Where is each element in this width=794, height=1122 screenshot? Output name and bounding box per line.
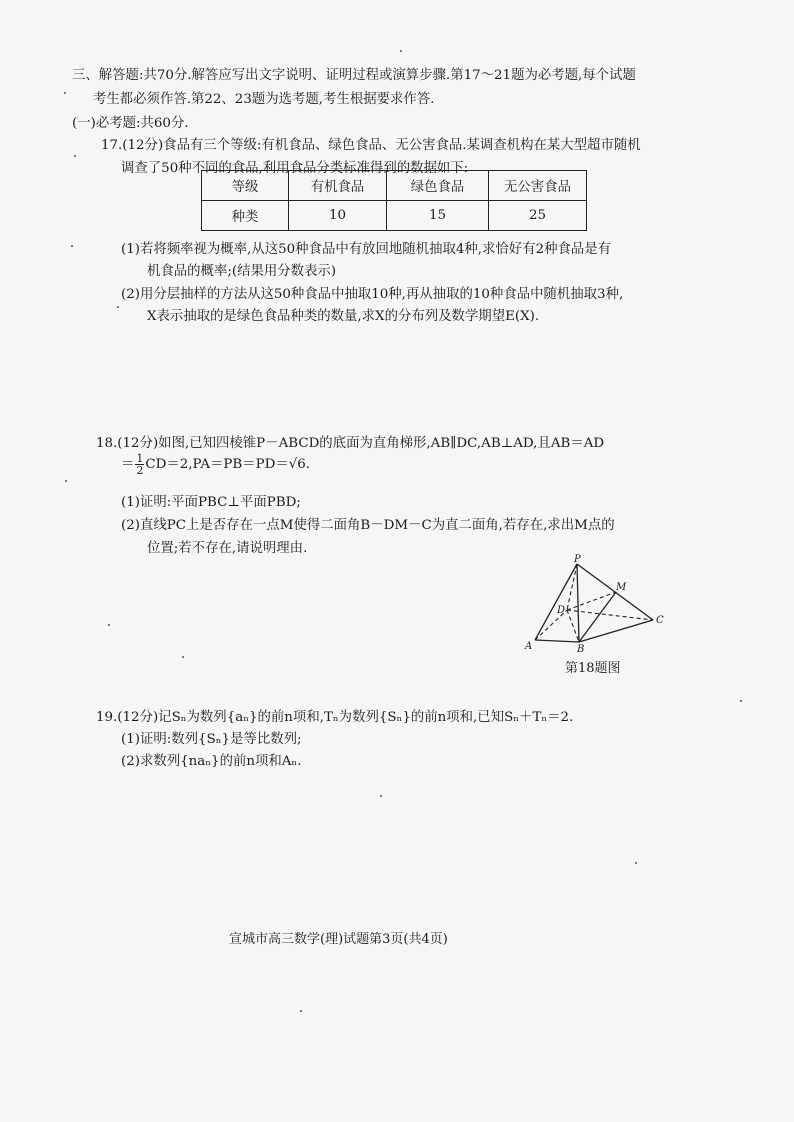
hidden-edge-DB — [567, 610, 579, 642]
scan-speck — [117, 306, 119, 308]
label-P: P — [574, 554, 581, 565]
scan-speck — [74, 155, 76, 157]
edge-PB — [577, 564, 579, 642]
label-A: A — [525, 641, 533, 652]
q19-stem: 19.(12分)记Sₙ为数列{aₙ}的前n项和,Tₙ为数列{Sₙ}的前n项和,已知Sₙ＋Tₙ＝2. — [96, 710, 574, 725]
table-cell: 25 — [489, 201, 587, 231]
section-instructions-line2: 考生都必须作答.第22、23题为选考题,考生根据要求作答. — [93, 92, 435, 107]
label-B: B — [577, 644, 585, 653]
scan-speck — [71, 245, 73, 247]
q18-part2-line1: (2)直线PC上是否存在一点M使得二面角B－DM－C为直二面角,若存在,求出M点的 — [121, 518, 615, 533]
table-row — [202, 201, 587, 231]
table-cell: 种类 — [202, 201, 289, 231]
q18-stem-line2: ＝ $\frac{1}{2}$ CD＝2,PA＝PB＝PD＝√6. — [121, 452, 311, 477]
food-grade-table — [201, 170, 587, 231]
q18-part1: (1)证明:平面PBC⊥平面PBD; — [121, 495, 301, 510]
q18-stem-line1: 18.(12分)如图,已知四棱锥P－ABCD的底面为直角梯形,AB∥DC,AB⊥AD,且AB＝AD — [96, 436, 605, 451]
scan-speck — [740, 700, 742, 702]
scan-speck — [64, 92, 66, 94]
scan-speck — [108, 624, 110, 626]
section-instructions-line1: 三、解答题:共70分.解答应写出文字说明、证明过程或演算步骤.第17～21题为必考题,每个试题 — [72, 68, 636, 83]
table-header-cell: 无公害食品 — [489, 171, 587, 201]
table-header-row — [202, 171, 587, 201]
hidden-edge-DC — [567, 610, 653, 620]
table-header-cell: 有机食品 — [289, 171, 387, 201]
required-questions-heading: (一)必考题:共60分. — [72, 116, 189, 131]
q17-part2-line1: (2)用分层抽样的方法从这50种食品中抽取10种,再从抽取的10种食品中随机抽取3种, — [121, 287, 624, 302]
pyramid-figure — [515, 553, 675, 653]
scan-speck — [182, 656, 184, 658]
scan-speck — [300, 1010, 302, 1012]
label-M: M — [616, 582, 627, 593]
label-D: D — [557, 605, 566, 616]
scan-speck — [65, 480, 67, 482]
q17-stem-line1: 17.(12分)食品有三个等级:有机食品、绿色食品、无公害食品.某调查机构在某大型超市随机 — [101, 138, 641, 153]
label-C: C — [656, 615, 664, 626]
table-cell: 15 — [387, 201, 489, 231]
hidden-edge-PD — [567, 564, 577, 610]
q17-part1-line1: (1)若将频率视为概率,从这50种食品中有放回地随机抽取4种,求恰好有2种食品是有 — [121, 242, 612, 257]
scan-speck — [635, 862, 637, 864]
table-cell: 10 — [289, 201, 387, 231]
q19-part2: (2)求数列{naₙ}的前n项和Aₙ. — [121, 754, 302, 769]
one-half-fraction: $\frac{1}{2}$ — [136, 452, 144, 477]
edge-BC — [579, 620, 653, 642]
q18-part2-line2: 位置;若不存在,请说明理由. — [147, 541, 308, 556]
scan-speck — [400, 50, 402, 52]
scan-speck — [380, 795, 382, 797]
q17-part2-line2: X表示抽取的是绿色食品种类的数量,求X的分布列及数学期望E(X). — [147, 309, 540, 324]
edge-AB — [535, 640, 579, 642]
q19-part1: (1)证明:数列{Sₙ}是等比数列; — [121, 732, 302, 747]
q17-part1-line2: 机食品的概率;(结果用分数表示) — [147, 264, 337, 279]
figure-caption: 第18题图 — [565, 661, 621, 676]
q17-stem-line2: 调查了50种不同的食品,利用食品分类标准得到的数据如下: — [121, 161, 469, 176]
edge-BM — [579, 592, 616, 642]
table-header-cell: 等级 — [202, 171, 289, 201]
table-header-cell: 绿色食品 — [387, 171, 489, 201]
edge-PA — [535, 564, 577, 640]
page-footer: 宣城市高三数学(理)试题第3页(共4页) — [229, 932, 448, 947]
